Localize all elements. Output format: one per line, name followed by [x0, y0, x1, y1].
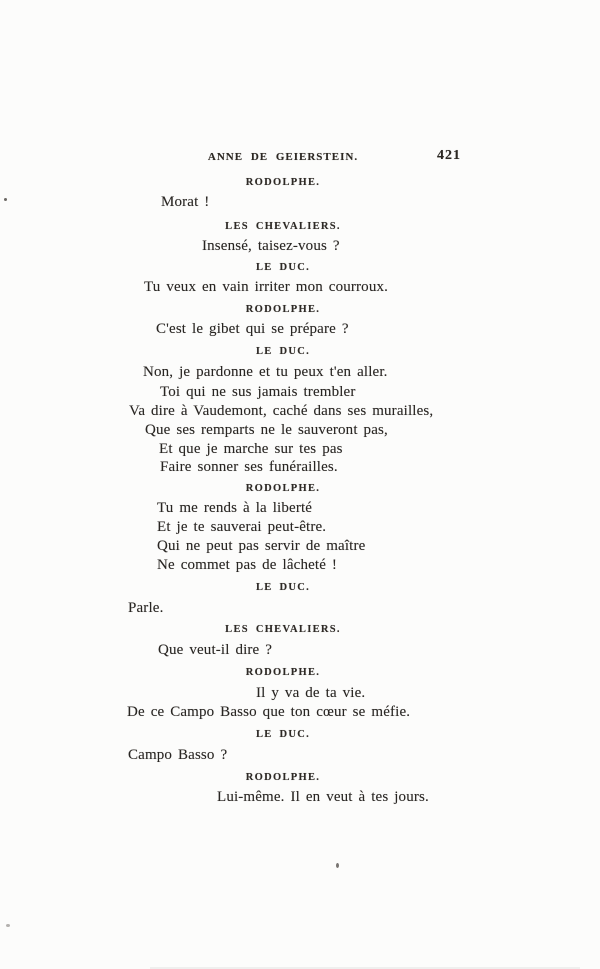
dialogue-line: Qui ne peut pas servir de maître: [157, 538, 366, 554]
speaker-label: LE DUC.: [255, 346, 311, 357]
scan-speck: [6, 924, 10, 927]
dialogue-line: C'est le gibet qui se prépare ?: [156, 321, 349, 337]
dialogue-line: Parle.: [128, 600, 164, 616]
scan-speck: [336, 863, 339, 868]
speaker-label: RODOLPHE.: [245, 177, 321, 188]
dialogue-line: Faire sonner ses funérailles.: [160, 459, 338, 475]
speaker-label: LE DUC.: [255, 262, 311, 273]
dialogue-line: Campo Basso ?: [128, 747, 228, 763]
scan-speck: [4, 198, 7, 201]
dialogue-line: Et je te sauverai peut-être.: [157, 519, 327, 535]
speaker-label: RODOLPHE.: [245, 772, 321, 783]
speaker-label: LE DUC.: [255, 729, 311, 740]
dialogue-line: Que ses remparts ne le sauveront pas,: [145, 422, 388, 438]
dialogue-line: Il y va de ta vie.: [256, 685, 366, 701]
dialogue-line: Lui-même. Il en veut à tes jours.: [217, 789, 429, 805]
dialogue-line: De ce Campo Basso que ton cœur se méfie.: [127, 704, 411, 720]
speaker-label: LES CHEVALIERS.: [225, 221, 341, 232]
dialogue-line: Insensé, taisez-vous ?: [202, 238, 340, 254]
dialogue-line: Tu veux en vain irriter mon courroux.: [144, 279, 389, 295]
dialogue-line: Non, je pardonne et tu peux t'en aller.: [143, 364, 388, 380]
page-number: 421: [437, 148, 461, 163]
speaker-label: LES CHEVALIERS.: [225, 624, 341, 635]
dialogue-line: Et que je marche sur tes pas: [159, 441, 343, 457]
dialogue-line: Ne commet pas de lâcheté !: [157, 557, 338, 573]
dialogue-line: Tu me rends à la liberté: [157, 500, 313, 516]
speaker-label: RODOLPHE.: [245, 667, 321, 678]
speaker-label: LE DUC.: [255, 582, 311, 593]
dialogue-line: Morat !: [161, 194, 210, 210]
dialogue-line: Toi qui ne sus jamais trembler: [160, 384, 356, 400]
dialogue-line: Que veut-il dire ?: [158, 642, 273, 658]
speaker-label: RODOLPHE.: [245, 483, 321, 494]
running-header-title: ANNE DE GEIERSTEIN.: [207, 151, 359, 163]
dialogue-line: Va dire à Vaudemont, caché dans ses murailles,: [129, 403, 434, 419]
speaker-label: RODOLPHE.: [245, 304, 321, 315]
